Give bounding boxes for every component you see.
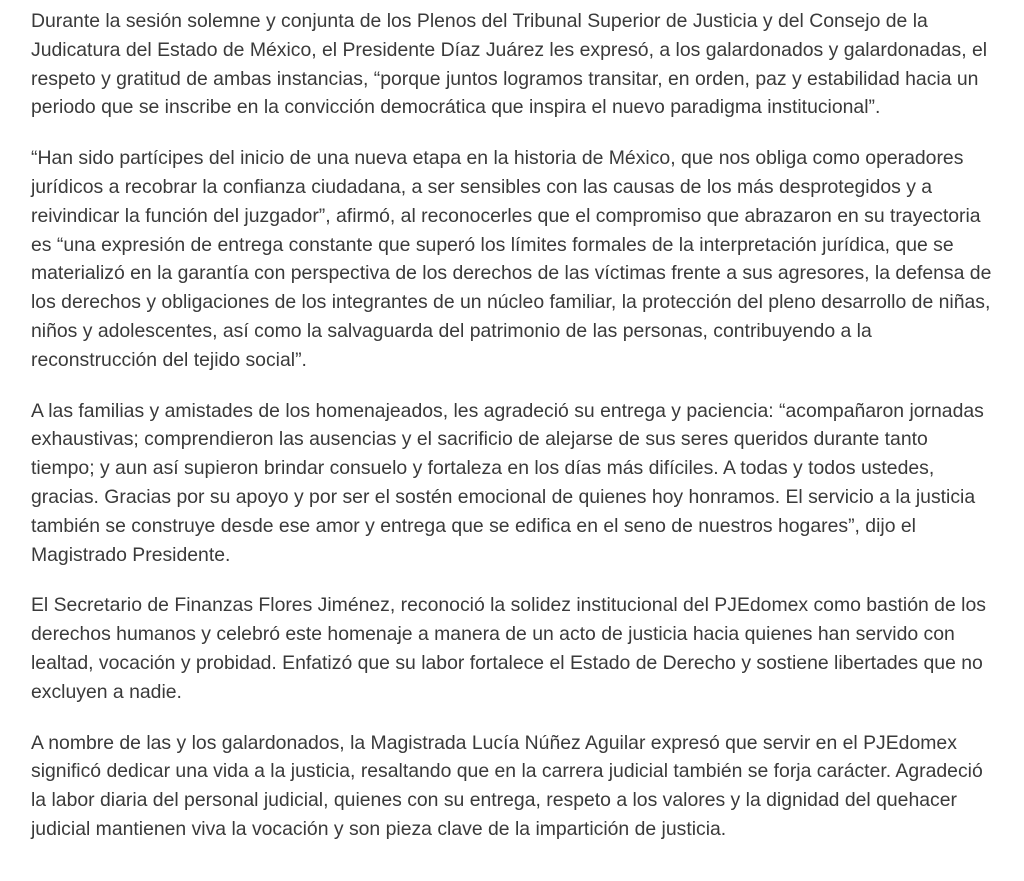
paragraph-3: A las familias y amistades de los homenajeados, les agradeció su entrega y paciencia: “acompañaron jornadas exhaustivas; comprendieron las ausencias y el sacrificio de alejarse de sus seres queridos durante tanto tiempo; y aun así supieron brindar consuelo y fortaleza en los días más difíciles. A todas y todos ustedes, gracias. Gracias por su apoyo y por ser el sostén emocional de quienes hoy honramos. El servicio a la justicia también se construye desde ese amor y entrega que se edifica en el seno de nuestros hogares”, dijo el Magistrado Presidente. (31, 399, 984, 566)
paragraph-1: Durante la sesión solemne y conjunta de los Plenos del Tribunal Superior de Justicia y del Consejo de la Judicatura del Estado de México, el Presidente Díaz Juárez les expresó, a los galardonados y galardonadas, el respeto y gratitud de ambas instancias, “porque juntos logramos transitar, en orden, paz y estabilidad hacia un periodo que se inscribe en la convicción democrática que inspira el nuevo paradigma institucional”. (31, 10, 988, 119)
paragraph-5: A nombre de las y los galardonados, la Magistrada Lucía Núñez Aguilar expresó que servir en el PJEdomex significó dedicar una vida a la justicia, resaltando que en la carrera judicial también se forja carácter. Agradeció la labor diaria del personal judicial, quienes con su entrega, respeto a los valores y la dignidad del quehacer judicial mantienen viva la vocación y son pieza clave de la impartición de justicia. (31, 731, 983, 840)
paragraph-2: “Han sido partícipes del inicio de una nueva etapa en la historia de México, que nos obliga como operadores jurídicos a recobrar la confianza ciudadana, a ser sensibles con las causas de los más desprotegidos y a reivindicar la función del juzgador”, afirmó, al reconocerles que el compromiso que abrazaron en su trayectoria es “una expresión de entrega constante que superó los límites formales de la interpretación jurídica, que se materializó en la garantía con perspectiva de los derechos de las víctimas frente a sus agresores, la defensa de los derechos y obligaciones de los integrantes de un núcleo familiar, la protección del pleno desarrollo de niñas, niños y adolescentes, así como la salvaguarda del patrimonio de las personas, contribuyendo a la reconstrucción del tejido social”. (31, 147, 992, 371)
paragraph-4: El Secretario de Finanzas Flores Jiménez, reconoció la solidez institucional del PJEdomex como bastión de los derechos humanos y celebró este homenaje a manera de un acto de justicia hacia quienes han servido con lealtad, vocación y probidad. Enfatizó que su labor fortalece el Estado de Derecho y sostiene libertades que no excluyen a nadie. (31, 594, 986, 703)
article-body (31, 7, 995, 844)
